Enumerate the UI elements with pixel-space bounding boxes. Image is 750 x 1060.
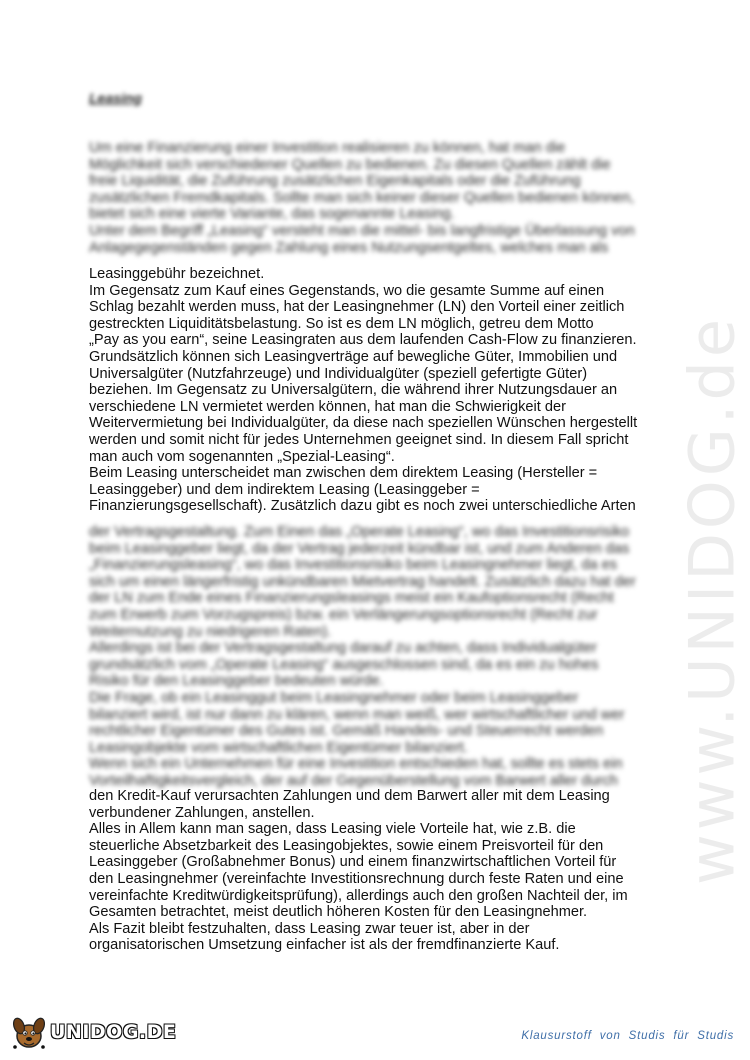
text-line: organisatorischen Umsetzung einfacher ist als der fremdfinanzierte Kauf.: [89, 937, 560, 954]
middle-blurred-paragraph: [89, 524, 669, 790]
text-line: Grundsätzlich können sich Leasingverträge auf bewegliche Güter, Immobilien und: [89, 348, 618, 365]
logo-text: UNIDOG.DE: [50, 1021, 177, 1043]
text-line: rechtlicher Eigentümer des Gutes ist. Gemäß Handels- und Steuerrecht werden: [89, 723, 604, 740]
text-line: bilanziert wird, ist nur dann zu klären, wenn man weiß, wer wirtschaftlicher und wer: [89, 706, 625, 723]
text-line: Weiternutzung zu niedrigeren Raten).: [89, 623, 332, 640]
text-line: Leasinggeber) und dem indirektem Leasing (Leasinggeber =: [89, 481, 480, 498]
text-line: Beim Leasing unterscheidet man zwischen dem direktem Leasing (Hersteller =: [89, 465, 598, 482]
footer-slogan: Klausurstoff von Studis für Studis: [521, 1030, 734, 1042]
text-line: Allerdings ist bei der Vertragsgestaltung darauf zu achten, dass Individualgüter: [89, 640, 597, 657]
text-line: Die Frage, ob ein Leasinggut beim Leasingnehmer oder beim Leasinggeber: [89, 689, 579, 706]
text-line: bietet sich eine vierte Variante, das sogenannte Leasing.: [89, 206, 455, 223]
text-line: Schlag bezahlt werden muss, hat der Leasingnehmer (LN) den Vorteil einer zeitlich: [89, 299, 625, 316]
text-line: steuerliche Absetzbarkeit des Leasingobjektes, sowie einem Preisvorteil für den: [89, 837, 604, 854]
text-line: Um eine Finanzierung einer Investition realisieren zu können, hat man die: [89, 140, 566, 156]
text-line: Leasinggeber (Großabnehmer Bonus) und einem finanzwirtschaftlichen Vorteil für: [89, 854, 617, 871]
text-line: zum Erwerb zum Vorzugspreis) bzw. ein Verlängerungsoptionsrecht (Recht zur: [89, 606, 598, 623]
text-line: beim Leasinggeber liegt, da der Vertrag jederzeit kündbar ist, und zum Anderen das: [89, 540, 630, 557]
document-title: Leasing: [89, 90, 142, 106]
text-line: den Kredit-Kauf verursachten Zahlungen und dem Barwert aller mit dem Leasing: [89, 788, 610, 804]
text-line: zusätzlichen Fremdkapitals. Sollte man sich keiner dieser Quellen bedienen können,: [89, 189, 635, 206]
text-line: „Pay as you earn“, seine Leasingraten aus dem laufenden Cash-Flow zu finanzieren.: [89, 332, 637, 349]
text-line: Finanzierungsgesellschaft). Zusätzlich dazu gibt es noch zwei unterschiedliche Arten: [89, 498, 636, 515]
visible-paragraph-2: [89, 788, 669, 954]
unidog-logo[interactable]: [12, 1014, 176, 1050]
text-line: beziehen. Im Gegensatz zu Universalgütern, die während ihrer Nutzungsdauer an: [89, 382, 618, 399]
text-line: Gesamten betrachtet, meist deutlich höheren Kosten für den Leasingnehmer.: [89, 904, 588, 921]
text-line: Im Gegensatz zum Kauf eines Gegenstands, wo die gesamte Summe auf einen: [89, 282, 605, 299]
text-line: gestreckten Liquiditätsbelastung. So ist es dem LN möglich, getreu dem Motto: [89, 315, 594, 332]
text-line: sich um einen längerfristig unkündbaren Mietvertrag handelt. Zusätzlich dazu hat der: [89, 573, 636, 590]
text-line: Als Fazit bleibt festzuhalten, dass Leasing zwar teuer ist, aber in der: [89, 920, 530, 937]
text-line: Risiko für den Leasinggeber bedeuten würde.: [89, 673, 384, 690]
text-line: Unter dem Begriff „Leasing“ versteht man die mittel- bis langfristige Überlassung von: [89, 222, 635, 239]
text-line: „Finanzierungsleasing“, wo das Investitionsrisiko beim Leasingnehmer liegt, da es: [89, 557, 618, 574]
text-line: Möglichkeit sich verschiedener Quellen zu bedienen. Zu diesen Quellen zählt die: [89, 156, 611, 173]
visible-paragraph-1: [89, 266, 669, 515]
intro-blurred-paragraph: [89, 140, 669, 256]
dog-mascot-icon: [12, 1014, 46, 1050]
text-line: Universalgüter (Nutzfahrzeuge) und Individualgüter (speziell gefertigte Güter): [89, 365, 588, 382]
text-line: Anlagegegenständen gegen Zahlung eines Nutzungsentgeltes, welches man als: [89, 239, 609, 256]
text-line: man auch vom sogenannten „Spezial-Leasing“.: [89, 448, 395, 465]
text-line: vereinfachte Kreditwürdigkeitsprüfung), allerdings auch den großen Nachteil der, im: [89, 887, 628, 904]
text-line: grundsätzlich vom „Operate Leasing“ ausgeschlossen sind, da es ein zu hohes: [89, 656, 599, 673]
text-line: Leasinggebühr bezeichnet.: [89, 266, 265, 282]
text-line: Alles in Allem kann man sagen, dass Leasing viele Vorteile hat, wie z.B. die: [89, 821, 576, 838]
text-line: Weitervermietung bei Individualgüter, da diese nach speziellen Wünschen hergestellt: [89, 415, 638, 432]
text-line: Vorteilhaftigkeitsvergleich, der auf der Gegenüberstellung vom Barwert aller durch: [89, 772, 618, 789]
text-line: Wenn sich ein Unternehmen für eine Investition entschieden hat, sollte es stets ein: [89, 756, 623, 773]
text-line: der Vertragsgestaltung. Zum Einen das „Operate Leasing“, wo das Investitionsrisiko: [89, 524, 630, 540]
text-line: verbundener Zahlungen, anstellen.: [89, 804, 315, 821]
text-line: den Leasingnehmer (vereinfachte Investitionsrechnung durch feste Raten und eine: [89, 870, 624, 887]
text-line: der LN zum Ende eines Finanzierungsleasings meist ein Kaufoptionsrecht (Recht: [89, 590, 614, 607]
watermark: www.UNIDOG.de: [675, 315, 749, 885]
text-line: werden und somit nicht für jedes Unternehmen geeignet sind. In diesem Fall spricht: [89, 431, 629, 448]
text-line: verschiedene LN vermietet werden können, hat man die Schwierigkeit der: [89, 398, 566, 415]
text-line: Leasingobjekte vom wirtschaftlichen Eigentümer bilanziert.: [89, 739, 468, 756]
text-line: freie Liquidität, die Zuführung zusätzlichen Eigenkapitals oder die Zuführung: [89, 173, 581, 190]
